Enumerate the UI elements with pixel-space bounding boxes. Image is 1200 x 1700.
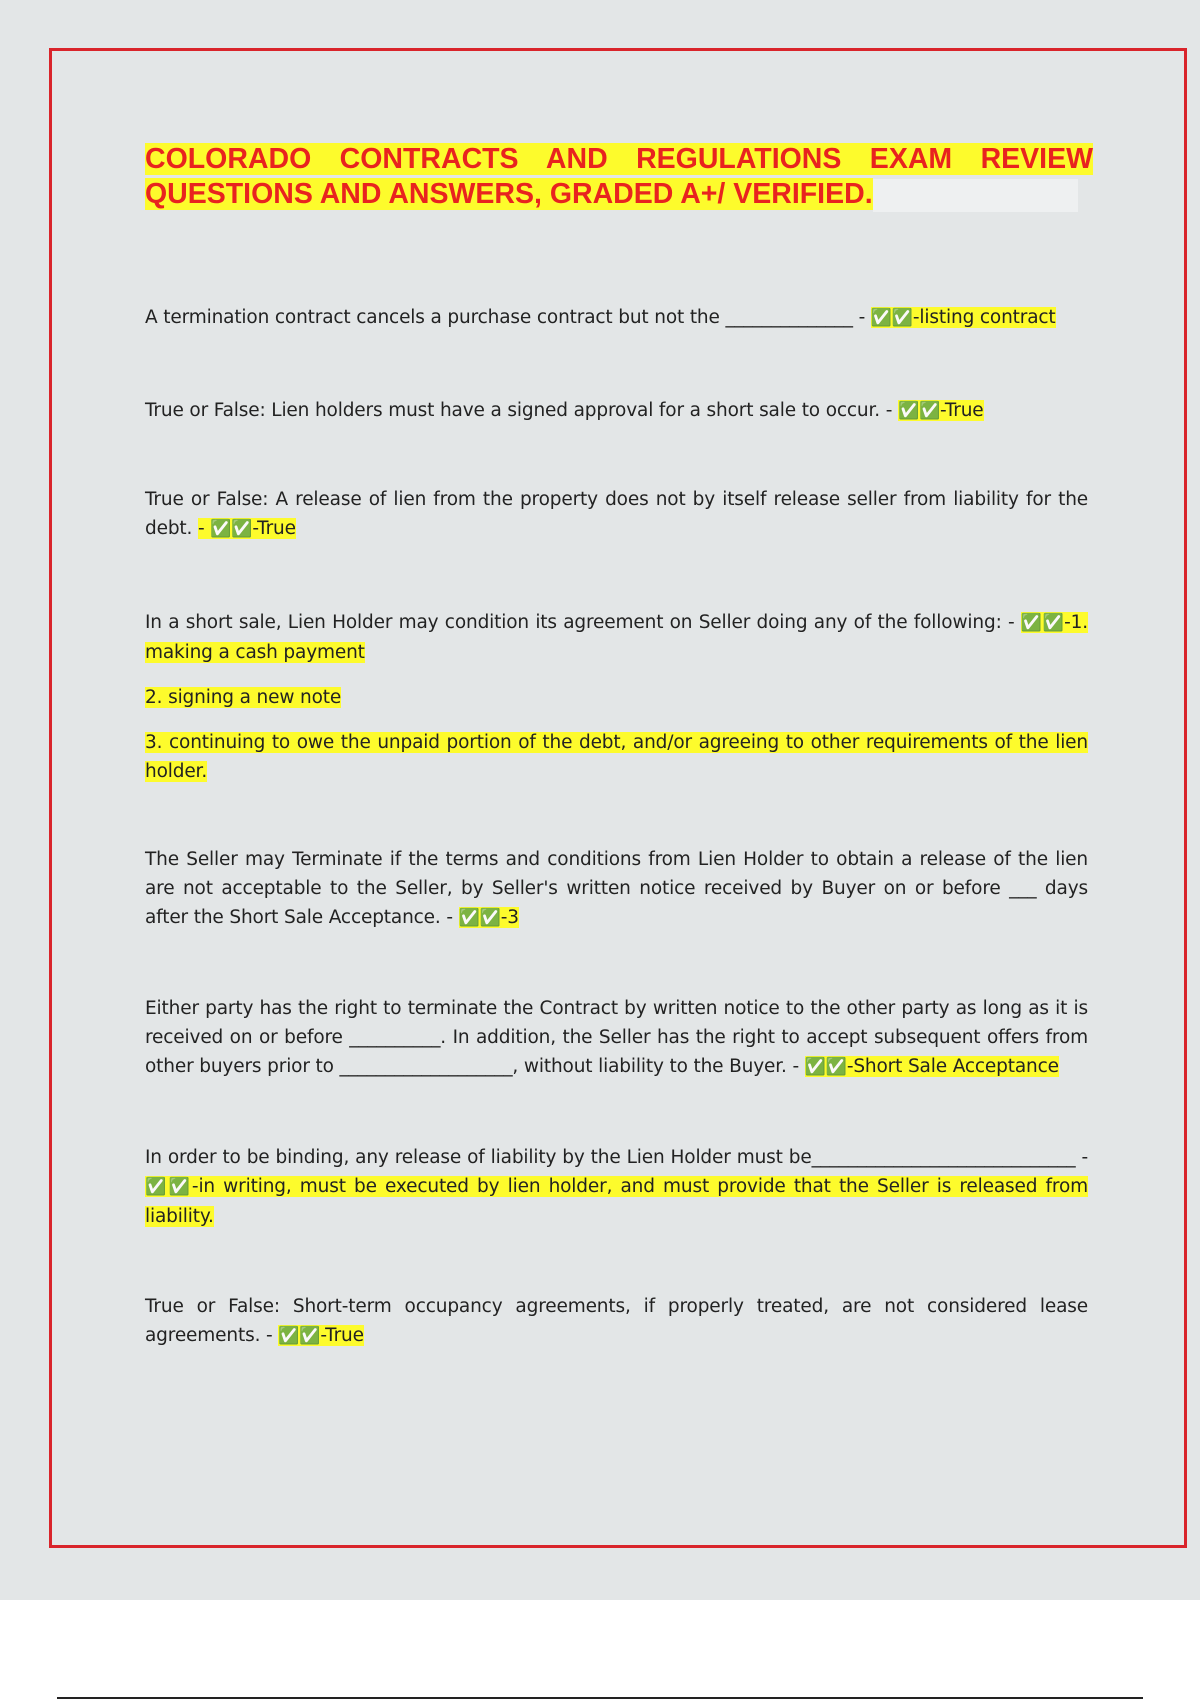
qa-item-8	[145, 1292, 1088, 1351]
question-text: The Seller may Terminate if the terms and conditions from Lien Holder to obtain a release of the lien are not acceptable to the Seller, by Seller's written notice received by Buyer on or before ___ days after the Short Sale Acceptance. -	[145, 849, 1088, 928]
double-check-icon: ✅✅	[1020, 613, 1065, 633]
answer-text: -True	[320, 1325, 364, 1346]
qa-item-4	[145, 608, 1088, 667]
question-text: True or False: Short-term occupancy agreements, if properly treated, are not considered lease agreements. -	[145, 1296, 1088, 1346]
qa-item-6	[145, 994, 1088, 1082]
answer-highlight	[145, 1176, 1088, 1227]
question-text: A termination contract cancels a purchase contract but not the ______________ -	[145, 307, 866, 328]
double-check-icon: ✅✅	[897, 401, 941, 421]
qa-item-5	[145, 845, 1088, 933]
qa-item-2	[145, 396, 1088, 426]
answer-text: -3	[500, 907, 519, 928]
answer-highlight	[871, 307, 1056, 328]
double-check-icon: ✅✅	[145, 1177, 192, 1197]
double-check-icon: ✅✅	[210, 519, 253, 539]
answer-highlight	[898, 400, 984, 421]
qa-item-4-answer-line-3	[145, 728, 1088, 786]
answer-highlight: 3. continuing to owe the unpaid portion of the debt, and/or agreeing to other requirements of the lien holder.	[145, 732, 1088, 782]
answer-highlight	[805, 1056, 1059, 1077]
answer-highlight	[278, 1325, 364, 1346]
answer-text: -True	[252, 518, 296, 539]
answer-text: -1. making a cash payment	[145, 612, 1088, 663]
answer-highlight: 2. signing a new note	[145, 687, 342, 708]
question-text: Either party has the right to terminate the Contract by written notice to the other party as long as it is received on or before __________. In addition, the Seller has the right to accept subsequent offers from other buyers prior to ___________________, without liability to the Buyer. -	[145, 998, 1088, 1077]
question-text: In order to be binding, any release of liability by the Lien Holder must be_____________________________ -	[145, 1147, 1088, 1168]
double-check-icon: ✅✅	[278, 1326, 321, 1346]
footer-rule	[57, 1697, 1143, 1699]
question-text: In a short sale, Lien Holder may condition its agreement on Seller doing any of the following: -	[145, 612, 1015, 633]
double-check-icon: ✅✅	[870, 308, 913, 328]
answer-prefix: -	[198, 518, 205, 539]
qa-item-3	[145, 485, 1088, 544]
qa-item-7	[145, 1143, 1088, 1231]
title-line-1: COLORADO CONTRACTS AND REGULATIONS EXAM REVIEW	[145, 143, 1093, 175]
question-text: True or False: Lien holders must have a signed approval for a short sale to occur. -	[145, 400, 893, 421]
title-line-2: QUESTIONS AND ANSWERS, GRADED A+/ VERIFIED.	[145, 178, 873, 210]
question-text: True or False: A release of lien from the property does not by itself release seller from liability for the debt.	[145, 489, 1088, 539]
double-check-icon: ✅✅	[458, 908, 501, 928]
document-title	[145, 142, 1093, 212]
answer-highlight	[459, 907, 519, 928]
qa-item-1	[145, 303, 1088, 333]
double-check-icon: ✅✅	[804, 1057, 847, 1077]
answer-text: -listing contract	[912, 307, 1056, 328]
answer-text: -Short Sale Acceptance	[846, 1056, 1059, 1077]
answer-text: -in writing, must be executed by lien holder, and must provide that the Seller is released from liability.	[145, 1176, 1088, 1227]
title-highlight-gap	[873, 179, 1078, 212]
qa-item-4-answer-line-2	[145, 683, 1088, 712]
answer-text: -True	[940, 400, 984, 421]
answer-highlight	[198, 518, 296, 539]
